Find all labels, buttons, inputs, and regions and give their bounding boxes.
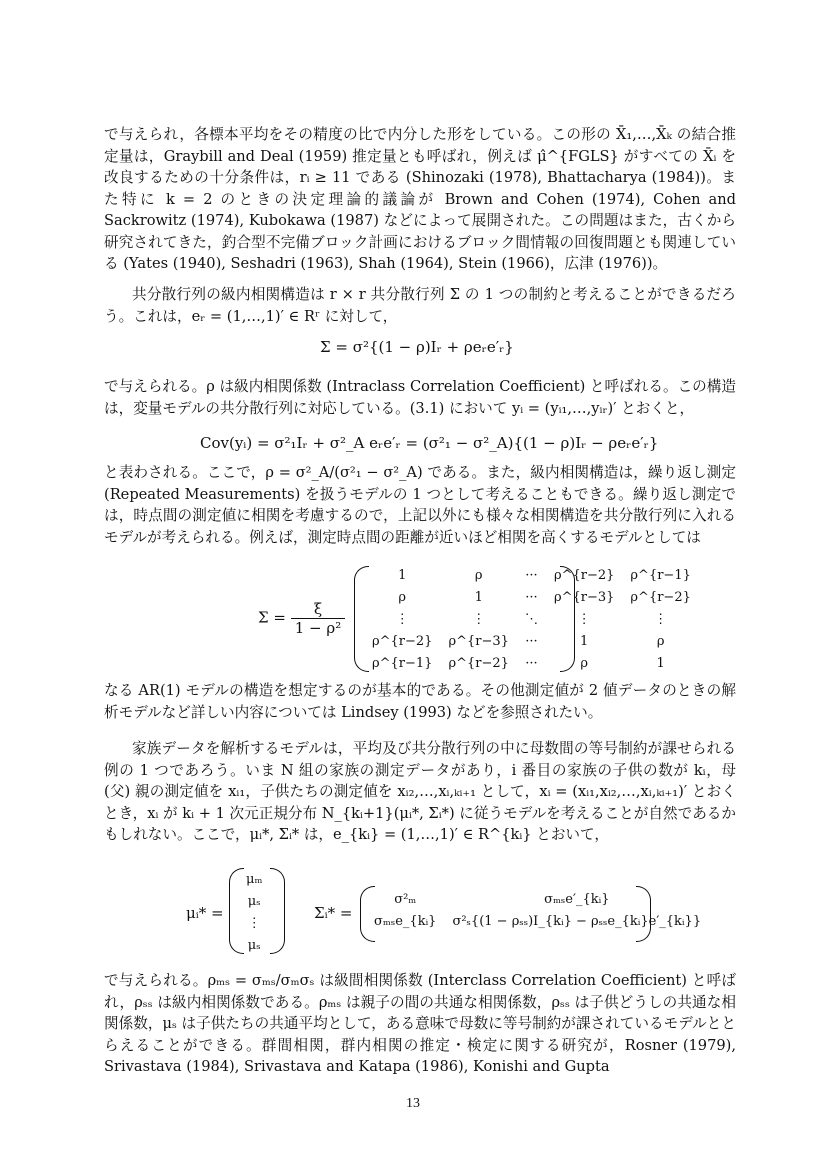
ar1-fraction [291, 600, 345, 637]
sigma-cell: σₘₛe′_{kᵢ} [544, 891, 610, 907]
page-number: 13 [406, 1096, 420, 1111]
ar1-cell: ρ^{r−2} [372, 633, 433, 649]
paragraph-2: 共分散行列の級内相関構造は r × r 共分散行列 Σ の 1 つの制約と考えることができるだろう。これは，eᵣ = (1,…,1)′ ∈ Rʳ に対して， [104, 286, 736, 325]
ar1-cell: ⋮ [577, 611, 591, 627]
ar1-cell: ⋮ [654, 611, 668, 627]
ar1-cell: ρ^{r−3} [553, 589, 615, 605]
mu-right-paren [270, 868, 285, 954]
ar1-cell: 1 [656, 655, 665, 671]
mu-star-lhs: μᵢ* = [186, 904, 224, 922]
ar1-cell: ⋮ [395, 611, 409, 627]
ar1-cell: ··· [525, 633, 538, 649]
paragraph-7: で与えられる。ρₘₛ = σₘₛ/σₘσₛ は級間相関係数 (Interclass Correlation Coefficient) と呼ばれ，ρₛₛ は級内相関係数である。ρₘₛ は親子の間の共通な相関係数，ρₛₛ は子供どうしの共通な相関係数，μₛ は子供たちの共通平均として，ある意味で母数に等号制約が課されているモデルととらえることができる。群間相関，群内相関の推定・検定に関する研究が，Rosner (1979), Srivastava (1984), Srivastava and Katapa (1986), Konishi and Gupta [104, 972, 736, 1075]
ar1-denominator: 1 − ρ² [294, 619, 342, 637]
ar1-cell: ρ^{r−2} [630, 589, 691, 605]
sigma-star-matrix [366, 888, 709, 932]
ar1-cell: ρ^{r−1} [372, 655, 433, 671]
mu-star-vector [238, 868, 270, 956]
ar1-matrix [364, 564, 699, 674]
ar1-cell: 1 [474, 589, 483, 605]
paragraph-6: 家族データを解析するモデルは，平均及び共分散行列の中に母数間の等号制約が課せられる例の 1 つであろう。いま N 組の家族の測定データがあり，i 番目の家族の子供の数が kᵢ，母 (父) 親の測定値を xᵢ₁，子供たちの測定値を xᵢ₂,…,xᵢ,ₖᵢ₊₁ として，xᵢ = (xᵢ₁,xᵢ₂,…,xᵢ,ₖᵢ₊₁)′ とおくとき，xᵢ が kᵢ + 1 次元正規分布 N_{kᵢ+1}(μᵢ*, Σᵢ*) に従うモデルを考えることが自然であるかもしれない。ここで，μᵢ*, Σᵢ* は，e_{kᵢ} = (1,…,1)′ ∈ R^{kᵢ} とおいて， [104, 740, 736, 843]
ar1-cell: ρ^{r−2} [448, 655, 509, 671]
ar1-cell: ρ [398, 589, 407, 605]
ar1-cell: ρ^{r−1} [630, 567, 691, 583]
sigma-cell: σ²ₘ [394, 891, 417, 907]
ar1-lhs: Σ = [258, 608, 286, 627]
paragraph-1: で与えられ，各標本平均をその精度の比で内分した形をしている。この形の X̄₁,…,X̄ₖ の結合推定量は，Graybill and Deal (1959) 推定量とも呼ばれ，例えば μ̂^{FGLS} がすべての X̄ᵢ を改良するための十分条件は，rᵢ ≥ 11 である (Shinozaki (1978), Bhattacharya (1984))。また特に k = 2 のときの決定理論的議論が Brown and Cohen (1974), Cohen and Sackrowitz (1974), Kubokawa (1987) などによって展開された。この問題はまた，古くから研究されてきた，釣合型不完備ブロック計画におけるブロック間情報の回復問題とも関連している (Yates (1940), Seshadri (1963), Shah (1964), Stein (1966)，広津 (1976))。 [104, 126, 736, 272]
paragraph-5: なる AR(1) モデルの構造を想定するのが基本的である。その他測定値が 2 値データのときの解析モデルなど詳しい内容については Lindsey (1993) などを参照されたい。 [104, 682, 736, 721]
ar1-cell: ··· [525, 655, 538, 671]
ar1-cell: 1 [398, 567, 407, 583]
ar1-cell: ··· [525, 567, 538, 583]
ar1-cell: 1 [580, 633, 589, 649]
ar1-cell: ρ^{r−3} [448, 633, 509, 649]
ar1-cell: ρ [580, 655, 588, 671]
mu-cell: μₛ [247, 937, 261, 953]
ar1-cell: ρ [474, 567, 483, 583]
ar1-cell: ρ^{r−2} [553, 567, 615, 583]
ar1-cell: ⋱ [524, 611, 538, 627]
paragraph-3: で与えられる。ρ は級内相関係数 (Intraclass Correlation Coefficient) と呼ばれる。この構造は，変量モデルの共分散行列に対応している。(3.1) において yᵢ = (yᵢ₁,…,yᵢᵣ)′ とおくと， [104, 378, 736, 417]
sigma-cell: σ²ₛ{(1 − ρₛₛ)I_{kᵢ} − ρₛₛe_{kᵢ}e′_{kᵢ}} [452, 913, 702, 929]
sigma-cell: σₘₛe_{kᵢ} [374, 913, 437, 929]
equation-cov: Cov(yᵢ) = σ²₁Iᵣ + σ²_A eᵣe′ᵣ = (σ²₁ − σ²_A){(1 − ρ)Iᵣ − ρeᵣe′ᵣ} [200, 434, 659, 452]
ar1-numerator: ξ [291, 600, 345, 619]
equation-intraclass: Σ = σ²{(1 − ρ)Iᵣ + ρeᵣe′ᵣ} [320, 338, 514, 356]
ar1-cell: ··· [525, 589, 538, 605]
ar1-right-paren [560, 566, 575, 672]
paragraph-4: と表わされる。ここで，ρ = σ²_A/(σ²₁ − σ²_A) である。また，級内相関構造は，繰り返し測定 (Repeated Measurements) を扱うモデルの 1 つとして考えることもできる。繰り返し測定では，時点間の測定値に相関を考慮するので，上記以外にも様々な相関構造を共分散行列に入れるモデルが考えられる。例えば，測定時点間の距離が近いほど相関を高くするモデルとしては [104, 464, 736, 546]
sigma-star-lhs: Σᵢ* = [314, 904, 353, 922]
mu-cell: μₛ [247, 893, 261, 909]
ar1-cell: ⋮ [472, 611, 486, 627]
ar1-cell: ρ [656, 633, 665, 649]
mu-cell: μₘ [246, 871, 263, 887]
sigma-right-paren [636, 886, 651, 942]
mu-cell: ⋮ [247, 915, 261, 931]
equation-ar1 [258, 600, 345, 637]
